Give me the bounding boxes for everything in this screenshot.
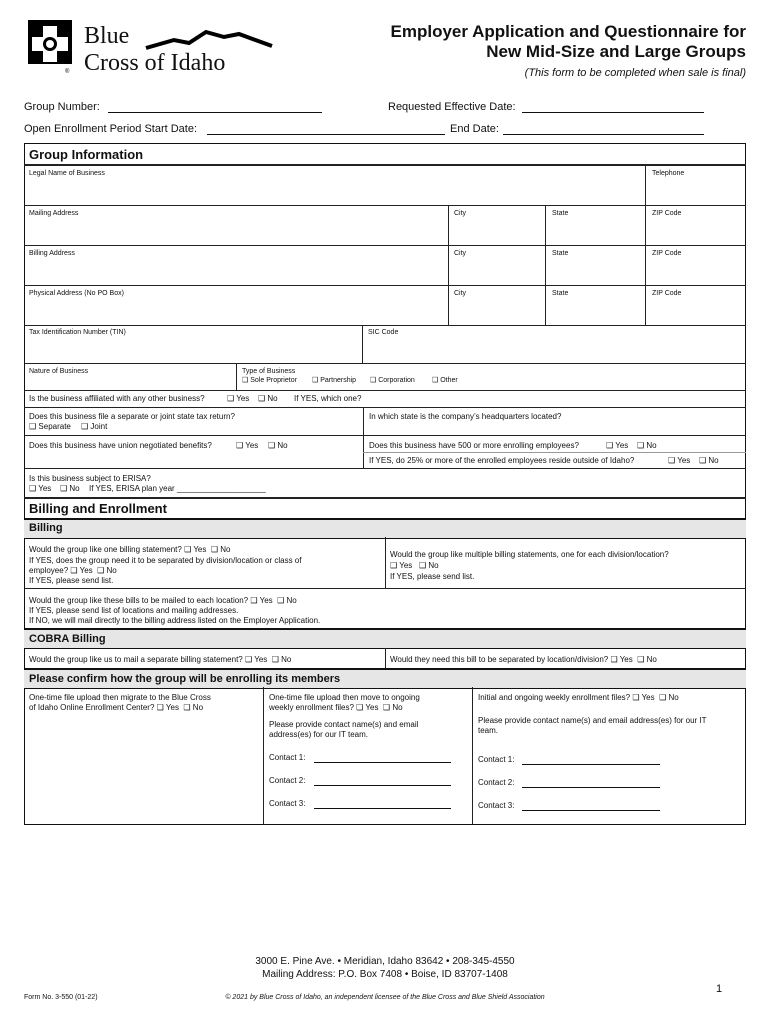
enroll-opt2-a: One-time file upload then move to ongoing	[269, 693, 420, 702]
one-stmt-send-list: If YES, please send list.	[29, 576, 114, 585]
over25-question: If YES, do 25% or more of the enrolled employees reside outside of Idaho?	[369, 456, 635, 465]
footer-mailing: Mailing Address: P.O. Box 7408 • Boise, ID 83707-1408	[262, 969, 508, 980]
end-date-label: End Date:	[450, 123, 499, 135]
telephone-label: Telephone	[652, 170, 685, 177]
over500-no-checkbox[interactable]: ❑ No	[637, 441, 657, 450]
enroll-opt3-c: team.	[478, 726, 499, 735]
over25-no-checkbox[interactable]: ❑ No	[699, 456, 719, 465]
form-title-line2: New Mid-Size and Large Groups	[486, 42, 746, 61]
opt2-contact2-field[interactable]	[314, 785, 451, 786]
over500-question: Does this business have 500 or more enrolling employees?	[369, 441, 579, 450]
multi-stmt-yes-checkbox[interactable]: ❑ Yes	[390, 561, 413, 570]
enroll-opt2-d: address(es) for our IT team.	[269, 730, 368, 739]
one-stmt-q2a: If YES, does the group need it to be separated by division/location or class of	[29, 556, 302, 565]
type-label: Type of Business	[242, 368, 296, 375]
billing-state-label: State	[552, 250, 569, 257]
physical-zip-label: ZIP Code	[652, 290, 682, 297]
physical-state-label: State	[552, 290, 569, 297]
erisa-yes-checkbox[interactable]: ❑ Yes	[29, 484, 52, 493]
affiliated-yes-checkbox[interactable]: ❑ Yes	[227, 394, 250, 403]
type-partnership-checkbox[interactable]: ❑ Partnership	[312, 377, 357, 384]
each-location-no: If NO, we will mail directly to the billing address listed on the Employer Application.	[29, 616, 321, 625]
mailing-state-label: State	[552, 210, 569, 217]
end-date-field[interactable]	[503, 134, 704, 135]
copyright: © 2021 by Blue Cross of Idaho, an independent licensee of the Blue Cross and Blue Shield Association	[225, 994, 545, 1001]
joint-checkbox[interactable]: ❑ Joint	[81, 422, 108, 431]
cobra-separate-question: Would they need this bill to be separated by location/division? ❑ Yes ❑ No	[390, 655, 657, 664]
each-location-question: Would the group like these bills to be mailed to each location? ❑ Yes ❑ No	[29, 596, 297, 605]
opt3-contact3-field[interactable]	[522, 810, 660, 811]
tin-label: Tax Identification Number (TIN)	[29, 329, 126, 336]
erisa-question: Is this business subject to ERISA?	[29, 474, 151, 483]
opt2-contact2-label: Contact 2:	[269, 776, 306, 785]
legal-name-label: Legal Name of Business	[29, 170, 105, 177]
over500-yes-checkbox[interactable]: ❑ Yes	[606, 441, 629, 450]
requested-date-field[interactable]	[522, 112, 704, 113]
enroll-opt2-b: weekly enrollment files? ❑ Yes ❑ No	[269, 703, 403, 712]
type-other-checkbox[interactable]: ❑ Other	[432, 377, 458, 384]
legal-name-field[interactable]	[24, 165, 644, 205]
affiliated-which: If YES, which one?	[294, 394, 362, 403]
sic-label: SIC Code	[368, 329, 399, 336]
footer-address: 3000 E. Pine Ave. • Meridian, Idaho 83642 • 208-345-4550	[255, 956, 515, 967]
state-tax-question: Does this business file a separate or joint state tax return?	[29, 412, 235, 421]
nature-label: Nature of Business	[29, 368, 89, 375]
type-sole-checkbox[interactable]: ❑ Sole Proprietor	[242, 377, 297, 384]
mailing-city-label: City	[454, 210, 467, 217]
opt2-contact3-field[interactable]	[314, 808, 451, 809]
billing-subtitle: Billing	[29, 522, 63, 534]
logo-line1: Blue	[84, 23, 130, 49]
one-stmt-question: Would the group like one billing statement? ❑ Yes ❑ No	[29, 545, 231, 554]
enroll-opt1-a: One-time file upload then migrate to the Blue Cross	[29, 693, 211, 702]
union-question: Does this business have union negotiated benefits?	[29, 441, 212, 450]
one-stmt-q2b: employee? ❑ Yes ❑ No	[29, 566, 117, 575]
type-corporation-checkbox[interactable]: ❑ Corporation	[370, 377, 415, 384]
erisa-plan-year[interactable]: If YES, ERISA plan year ____________________	[89, 484, 266, 493]
union-yes-checkbox[interactable]: ❑ Yes	[236, 441, 259, 450]
open-enrollment-field[interactable]	[207, 134, 445, 135]
multi-stmt-question: Would the group like multiple billing statements, one for each division/location?	[390, 550, 669, 559]
page-number: 1	[716, 983, 723, 995]
opt2-contact1-field[interactable]	[314, 762, 451, 763]
billing-enrollment-title: Billing and Enrollment	[29, 501, 167, 516]
blue-cross-logo-icon	[26, 18, 74, 74]
billing-address-label: Billing Address	[29, 250, 75, 257]
affiliated-question: Is the business affiliated with any other business?	[29, 394, 205, 403]
opt3-contact2-field[interactable]	[522, 787, 660, 788]
form-subtitle: (This form to be completed when sale is final)	[524, 67, 746, 79]
opt2-contact3-label: Contact 3:	[269, 799, 306, 808]
hq-state-question: In which state is the company’s headquarters located?	[369, 412, 562, 421]
physical-city-label: City	[454, 290, 467, 297]
open-enrollment-label: Open Enrollment Period Start Date:	[24, 123, 198, 135]
mountain-icon	[144, 28, 274, 50]
billing-city-label: City	[454, 250, 467, 257]
opt3-contact2-label: Contact 2:	[478, 778, 515, 787]
enroll-opt1-b: of Idaho Online Enrollment Center? ❑ Yes ❑ No	[29, 703, 204, 712]
billing-zip-label: ZIP Code	[652, 250, 682, 257]
each-location-yes: If YES, please send list of locations and mailing addresses.	[29, 606, 239, 615]
union-no-checkbox[interactable]: ❑ No	[268, 441, 288, 450]
mailing-zip-label: ZIP Code	[652, 210, 682, 217]
logo	[26, 18, 276, 80]
group-info-title: Group Information	[29, 147, 144, 162]
opt3-contact3-label: Contact 3:	[478, 801, 515, 810]
logo-line2: Cross of Idaho	[84, 50, 226, 76]
physical-address-label: Physical Address (No PO Box)	[29, 290, 124, 297]
svg-text:®: ®	[65, 69, 70, 74]
form-title-line1: Employer Application and Questionnaire for	[390, 22, 746, 41]
mailing-label: Mailing Address	[29, 210, 79, 217]
enroll-opt3-a: Initial and ongoing weekly enrollment files? ❑ Yes ❑ No	[478, 693, 679, 702]
erisa-no-checkbox[interactable]: ❑ No	[60, 484, 80, 493]
multi-stmt-send-list: If YES, please send list.	[390, 572, 475, 581]
separate-checkbox[interactable]: ❑ Separate	[29, 422, 71, 431]
enroll-title: Please confirm how the group will be enrolling its members	[29, 673, 341, 685]
enroll-opt2-c: Please provide contact name(s) and email	[269, 720, 419, 729]
enroll-opt3-b: Please provide contact name(s) and email address(es) for our IT	[478, 716, 707, 725]
multi-stmt-no-checkbox[interactable]: ❑ No	[419, 561, 439, 570]
cobra-question: Would the group like us to mail a separate billing statement? ❑ Yes ❑ No	[29, 655, 292, 664]
opt3-contact1-field[interactable]	[522, 764, 660, 765]
opt2-contact1-label: Contact 1:	[269, 753, 306, 762]
group-number-field[interactable]	[108, 112, 322, 113]
affiliated-no-checkbox[interactable]: ❑ No	[258, 394, 278, 403]
cobra-title: COBRA Billing	[29, 633, 106, 645]
requested-date-label: Requested Effective Date:	[388, 101, 516, 113]
opt3-contact1-label: Contact 1:	[478, 755, 515, 764]
form-number: Form No. 3-550 (01-22)	[24, 994, 98, 1001]
over25-yes-checkbox[interactable]: ❑ Yes	[668, 456, 691, 465]
group-number-label: Group Number:	[24, 101, 100, 113]
